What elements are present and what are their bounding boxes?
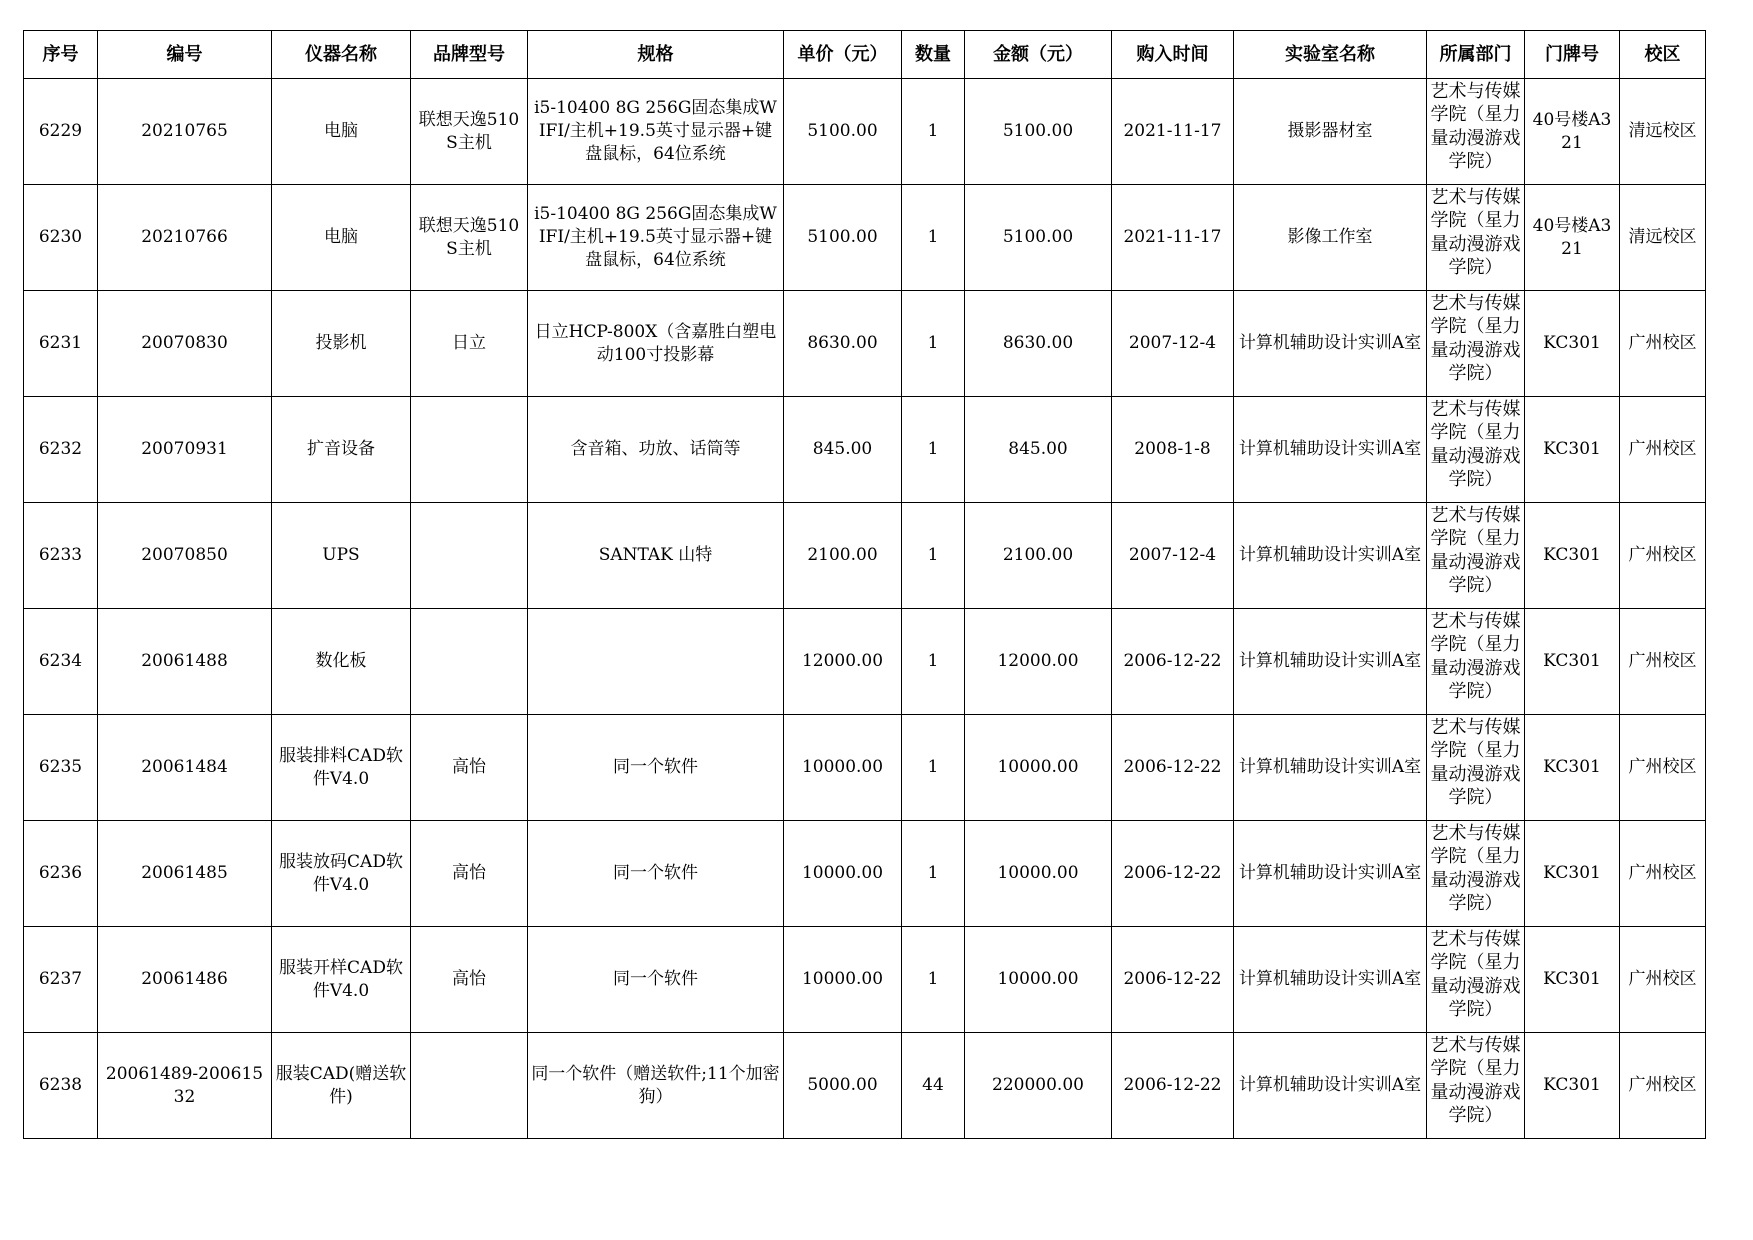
cell-unit-price: 845.00 (784, 397, 902, 503)
cell-code: 20070850 (98, 503, 272, 609)
cell-quantity: 1 (902, 79, 965, 185)
cell-department (1427, 185, 1525, 291)
cell-instrument-name: 投影机 (272, 291, 411, 397)
cell-amount: 10000.00 (965, 821, 1112, 927)
cell-purchase-date: 2007-12-4 (1112, 291, 1234, 397)
cell-instrument-name: 服装放码CAD软件V4.0 (272, 821, 411, 927)
cell-code: 20061484 (98, 715, 272, 821)
cell-brand-model (411, 609, 528, 715)
cell-amount: 5100.00 (965, 185, 1112, 291)
cell-department (1427, 821, 1525, 927)
cell-specification: 同一个软件 (528, 927, 784, 1033)
table-body (24, 79, 1706, 1139)
cell-code: 20061489-20061532 (98, 1033, 272, 1139)
cell-department (1427, 503, 1525, 609)
cell-quantity: 1 (902, 291, 965, 397)
cell-campus: 广州校区 (1620, 715, 1706, 821)
cell-lab-name: 计算机辅助设计实训A室 (1234, 609, 1427, 715)
cell-brand-model (411, 397, 528, 503)
cell-quantity: 1 (902, 821, 965, 927)
cell-quantity: 44 (902, 1033, 965, 1139)
cell-room-number: KC301 (1525, 503, 1620, 609)
cell-specification: 同一个软件（赠送软件;11个加密狗） (528, 1033, 784, 1139)
cell-room-number: KC301 (1525, 927, 1620, 1033)
cell-specification: SANTAK 山特 (528, 503, 784, 609)
department-text: 艺术与传媒学院（星力量动漫游戏学院） (1430, 1034, 1521, 1126)
cell-index: 6236 (24, 821, 98, 927)
cell-room-number: KC301 (1525, 1033, 1620, 1139)
cell-specification: 同一个软件 (528, 821, 784, 927)
col-header-lab-name: 实验室名称 (1234, 31, 1427, 79)
cell-brand-model (411, 1033, 528, 1139)
cell-index: 6230 (24, 185, 98, 291)
cell-amount: 220000.00 (965, 1033, 1112, 1139)
cell-index: 6229 (24, 79, 98, 185)
cell-department (1427, 609, 1525, 715)
cell-specification: 含音箱、功放、话筒等 (528, 397, 784, 503)
department-text: 艺术与传媒学院（星力量动漫游戏学院） (1430, 80, 1521, 172)
col-header-unit-price: 单价（元） (784, 31, 902, 79)
cell-lab-name: 计算机辅助设计实训A室 (1234, 821, 1427, 927)
table-row (24, 79, 1706, 185)
cell-campus: 清远校区 (1620, 185, 1706, 291)
cell-lab-name: 计算机辅助设计实训A室 (1234, 927, 1427, 1033)
cell-purchase-date: 2006-12-22 (1112, 821, 1234, 927)
cell-amount: 8630.00 (965, 291, 1112, 397)
cell-code: 20061485 (98, 821, 272, 927)
cell-department (1427, 397, 1525, 503)
cell-brand-model: 联想天逸510S主机 (411, 185, 528, 291)
cell-lab-name: 计算机辅助设计实训A室 (1234, 715, 1427, 821)
department-text: 艺术与传媒学院（星力量动漫游戏学院） (1430, 186, 1521, 278)
cell-amount: 845.00 (965, 397, 1112, 503)
cell-brand-model: 高怡 (411, 821, 528, 927)
cell-amount: 10000.00 (965, 927, 1112, 1033)
cell-unit-price: 5100.00 (784, 185, 902, 291)
table-row (24, 715, 1706, 821)
cell-index: 6231 (24, 291, 98, 397)
cell-instrument-name: 数化板 (272, 609, 411, 715)
department-text: 艺术与传媒学院（星力量动漫游戏学院） (1430, 292, 1521, 384)
cell-brand-model: 日立 (411, 291, 528, 397)
col-header-room-number: 门牌号 (1525, 31, 1620, 79)
header-row (24, 31, 1706, 79)
cell-code: 20210765 (98, 79, 272, 185)
cell-instrument-name: 电脑 (272, 79, 411, 185)
cell-lab-name: 影像工作室 (1234, 185, 1427, 291)
cell-campus: 广州校区 (1620, 821, 1706, 927)
cell-brand-model (411, 503, 528, 609)
col-header-brand-model: 品牌型号 (411, 31, 528, 79)
cell-quantity: 1 (902, 397, 965, 503)
cell-code: 20061488 (98, 609, 272, 715)
cell-code: 20070931 (98, 397, 272, 503)
cell-room-number: 40号楼A321 (1525, 79, 1620, 185)
cell-code: 20070830 (98, 291, 272, 397)
cell-instrument-name: UPS (272, 503, 411, 609)
department-text: 艺术与传媒学院（星力量动漫游戏学院） (1430, 610, 1521, 702)
equipment-table (23, 30, 1706, 1139)
cell-department (1427, 79, 1525, 185)
cell-code: 20210766 (98, 185, 272, 291)
cell-quantity: 1 (902, 927, 965, 1033)
cell-instrument-name: 服装开样CAD软件V4.0 (272, 927, 411, 1033)
cell-campus: 广州校区 (1620, 927, 1706, 1033)
col-header-code: 编号 (98, 31, 272, 79)
cell-index: 6234 (24, 609, 98, 715)
cell-instrument-name: 服装排料CAD软件V4.0 (272, 715, 411, 821)
table-row (24, 1033, 1706, 1139)
cell-department (1427, 291, 1525, 397)
cell-unit-price: 5000.00 (784, 1033, 902, 1139)
table-row (24, 397, 1706, 503)
cell-purchase-date: 2006-12-22 (1112, 1033, 1234, 1139)
cell-unit-price: 5100.00 (784, 79, 902, 185)
department-text: 艺术与传媒学院（星力量动漫游戏学院） (1430, 928, 1521, 1020)
cell-index: 6237 (24, 927, 98, 1033)
cell-room-number: KC301 (1525, 609, 1620, 715)
table-row (24, 291, 1706, 397)
table-row (24, 503, 1706, 609)
cell-index: 6232 (24, 397, 98, 503)
cell-purchase-date: 2006-12-22 (1112, 715, 1234, 821)
cell-unit-price: 10000.00 (784, 927, 902, 1033)
cell-specification (528, 609, 784, 715)
cell-quantity: 1 (902, 503, 965, 609)
cell-lab-name: 计算机辅助设计实训A室 (1234, 291, 1427, 397)
cell-brand-model: 联想天逸510S主机 (411, 79, 528, 185)
cell-index: 6233 (24, 503, 98, 609)
cell-lab-name: 计算机辅助设计实训A室 (1234, 503, 1427, 609)
cell-amount: 10000.00 (965, 715, 1112, 821)
cell-purchase-date: 2008-1-8 (1112, 397, 1234, 503)
cell-purchase-date: 2006-12-22 (1112, 927, 1234, 1033)
cell-unit-price: 8630.00 (784, 291, 902, 397)
cell-room-number: 40号楼A321 (1525, 185, 1620, 291)
cell-unit-price: 12000.00 (784, 609, 902, 715)
cell-campus: 广州校区 (1620, 503, 1706, 609)
table-row (24, 821, 1706, 927)
col-header-campus: 校区 (1620, 31, 1706, 79)
department-text: 艺术与传媒学院（星力量动漫游戏学院） (1430, 822, 1521, 914)
cell-department (1427, 1033, 1525, 1139)
cell-unit-price: 10000.00 (784, 715, 902, 821)
cell-lab-name: 计算机辅助设计实训A室 (1234, 397, 1427, 503)
cell-specification: i5-10400 8G 256G固态集成WIFI/主机+19.5英寸显示器+键盘鼠标，64位系统 (528, 185, 784, 291)
cell-index: 6238 (24, 1033, 98, 1139)
cell-lab-name: 摄影器材室 (1234, 79, 1427, 185)
col-header-amount: 金额（元） (965, 31, 1112, 79)
cell-campus: 广州校区 (1620, 291, 1706, 397)
cell-amount: 12000.00 (965, 609, 1112, 715)
cell-room-number: KC301 (1525, 821, 1620, 927)
cell-instrument-name: 扩音设备 (272, 397, 411, 503)
table-row (24, 185, 1706, 291)
col-header-department: 所属部门 (1427, 31, 1525, 79)
cell-department (1427, 927, 1525, 1033)
cell-room-number: KC301 (1525, 397, 1620, 503)
cell-unit-price: 10000.00 (784, 821, 902, 927)
cell-quantity: 1 (902, 715, 965, 821)
cell-room-number: KC301 (1525, 715, 1620, 821)
cell-campus: 广州校区 (1620, 397, 1706, 503)
cell-purchase-date: 2021-11-17 (1112, 185, 1234, 291)
cell-campus: 广州校区 (1620, 609, 1706, 715)
cell-quantity: 1 (902, 185, 965, 291)
department-text: 艺术与传媒学院（星力量动漫游戏学院） (1430, 504, 1521, 596)
cell-amount: 5100.00 (965, 79, 1112, 185)
cell-campus: 清远校区 (1620, 79, 1706, 185)
department-text: 艺术与传媒学院（星力量动漫游戏学院） (1430, 716, 1521, 808)
col-header-purchase-date: 购入时间 (1112, 31, 1234, 79)
cell-quantity: 1 (902, 609, 965, 715)
cell-instrument-name: 服装CAD(赠送软件) (272, 1033, 411, 1139)
cell-unit-price: 2100.00 (784, 503, 902, 609)
cell-index: 6235 (24, 715, 98, 821)
cell-purchase-date: 2006-12-22 (1112, 609, 1234, 715)
col-header-quantity: 数量 (902, 31, 965, 79)
cell-campus: 广州校区 (1620, 1033, 1706, 1139)
cell-department (1427, 715, 1525, 821)
col-header-specification: 规格 (528, 31, 784, 79)
cell-purchase-date: 2007-12-4 (1112, 503, 1234, 609)
cell-instrument-name: 电脑 (272, 185, 411, 291)
cell-room-number: KC301 (1525, 291, 1620, 397)
cell-code: 20061486 (98, 927, 272, 1033)
col-header-index: 序号 (24, 31, 98, 79)
cell-purchase-date: 2021-11-17 (1112, 79, 1234, 185)
table-row (24, 927, 1706, 1033)
col-header-instrument-name: 仪器名称 (272, 31, 411, 79)
cell-lab-name: 计算机辅助设计实训A室 (1234, 1033, 1427, 1139)
cell-brand-model: 高怡 (411, 927, 528, 1033)
cell-specification: 同一个软件 (528, 715, 784, 821)
cell-specification: i5-10400 8G 256G固态集成WIFI/主机+19.5英寸显示器+键盘鼠标，64位系统 (528, 79, 784, 185)
table-row (24, 609, 1706, 715)
department-text: 艺术与传媒学院（星力量动漫游戏学院） (1430, 398, 1521, 490)
cell-amount: 2100.00 (965, 503, 1112, 609)
cell-brand-model: 高怡 (411, 715, 528, 821)
cell-specification: 日立HCP-800X（含嘉胜白塑电动100寸投影幕 (528, 291, 784, 397)
